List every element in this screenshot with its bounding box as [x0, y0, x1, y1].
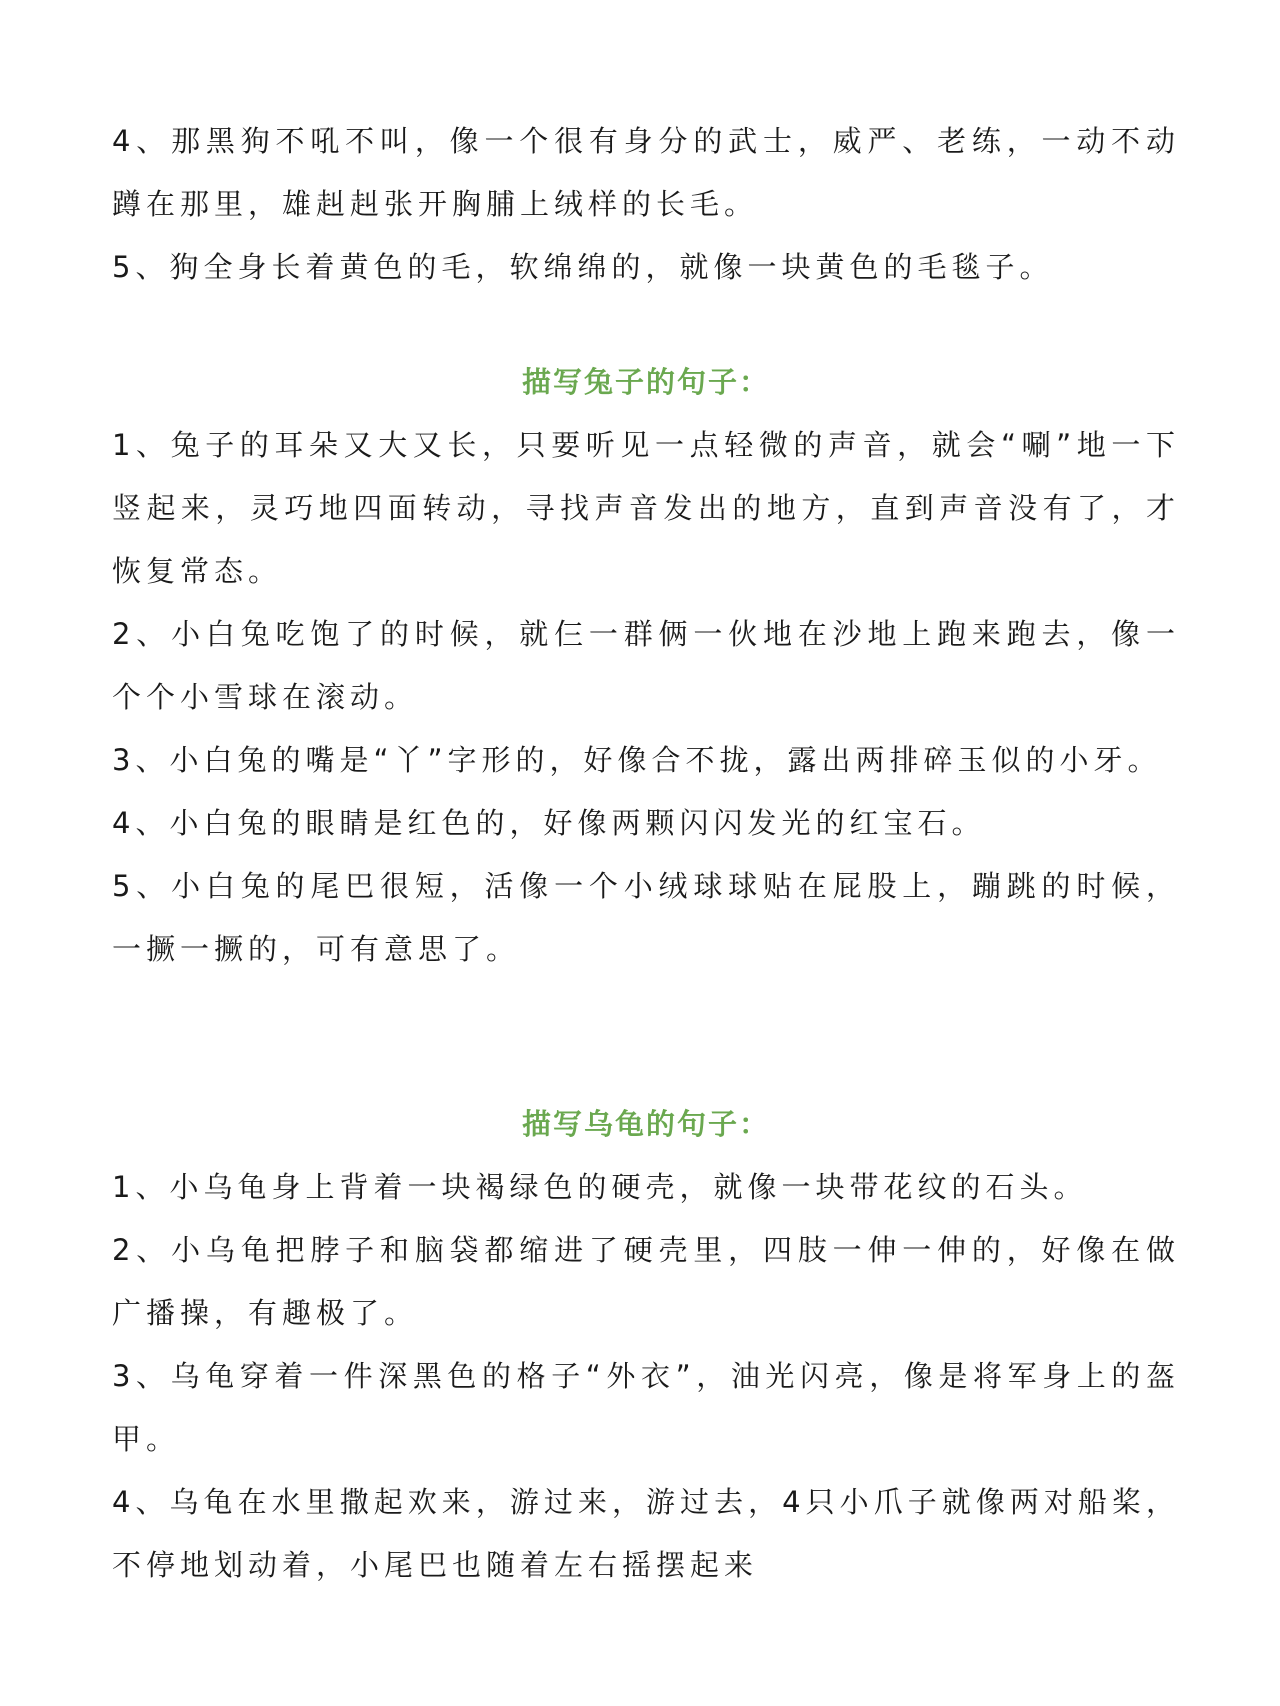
turtle-sentence-4: 4、乌龟在水里撒起欢来，游过来，游过去，4只小爪子就像两对船桨，不停地划动着，小尾巴也随着左右摇摆起来: [112, 1485, 1180, 1582]
rabbit-sentence-5: 5、小白兔的尾巴很短，活像一个小绒球球贴在屁股上，蹦跳的时候，一撅一撅的，可有意思了。: [112, 869, 1180, 966]
rabbit-sentence-4: 4、小白兔的眼睛是红色的，好像两颗闪闪发光的红宝石。: [112, 806, 986, 840]
turtle-section: [112, 1093, 1180, 1597]
rabbit-sentence-3: 3、小白兔的嘴是“丫”字形的，好像合不拢，露出两排碎玉似的小牙。: [112, 743, 1162, 777]
rabbit-sentence-2: 2、小白兔吃饱了的时候，就仨一群俩一伙地在沙地上跑来跑去，像一个个小雪球在滚动。: [112, 617, 1180, 714]
turtle-sentence-3: 3、乌龟穿着一件深黑色的格子“外衣”，油光闪亮，像是将军身上的盔甲。: [112, 1359, 1180, 1456]
dog-sentence-5: 5、狗全身长着黄色的毛，软绵绵的，就像一块黄色的毛毯子。: [112, 250, 1054, 284]
dog-sentence-4: 4、那黑狗不吼不叫，像一个很有身分的武士，威严、老练，一动不动蹲在那里，雄赳赳张开胸脯上绒样的长毛。: [112, 124, 1180, 221]
rabbit-sentence-1: 1、兔子的耳朵又大又长，只要听见一点轻微的声音，就会“唰”地一下竖起来，灵巧地四面转动，寻找声音发出的地方，直到声音没有了，才恢复常态。: [112, 428, 1180, 588]
turtle-sentence-1: 1、小乌龟身上背着一块褐绿色的硬壳，就像一块带花纹的石头。: [112, 1170, 1088, 1204]
rabbit-section: [112, 351, 1180, 981]
rabbit-section-title: 描写兔子的句子：: [521, 365, 770, 399]
dog-section: [112, 110, 1180, 299]
turtle-sentence-2: 2、小乌龟把脖子和脑袋都缩进了硬壳里，四肢一伸一伸的，好像在做广播操，有趣极了。: [112, 1233, 1180, 1330]
turtle-section-title: 描写乌龟的句子：: [521, 1107, 770, 1141]
